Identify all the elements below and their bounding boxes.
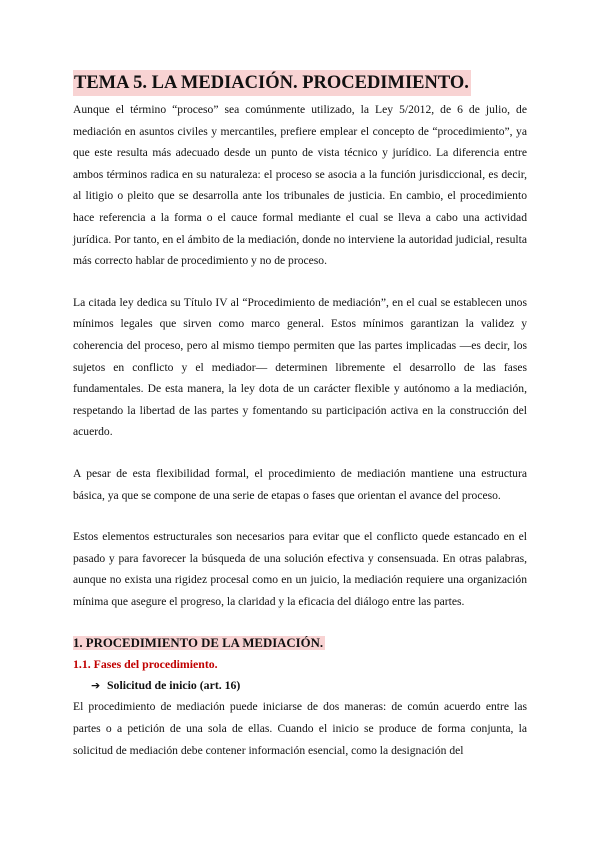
section-heading-text: 1. PROCEDIMIENTO DE LA MEDIACIÓN. [73, 636, 324, 651]
document-body [73, 70, 527, 761]
page-title: TEMA 5. LA MEDIACIÓN. PROCEDIMIENTO. [73, 70, 471, 96]
paragraph-titulo-iv: La citada ley dedica su Título IV al “Procedimiento de mediación”, en el cual se establecen unos mínimos legales que sirven como marco general. Estos mínimos garantizan la validez y coherencia del proceso, pero al mismo tiempo permiten que las partes implicadas —es decir, los sujetos en conflicto y el mediador— determinen libremente el desarrollo de las fases fundamentales. De esta manera, la ley dota de un carácter flexible y autónomo a la mediación, respetando la libertad de las partes y fomentando su participación activa en la construcción del acuerdo. [73, 295, 527, 439]
arrow-right-icon: ➔ [91, 679, 101, 693]
section-heading [73, 632, 527, 654]
bullet-heading-text: Solicitud de inicio (art. 16) [107, 678, 241, 693]
bullet-heading [91, 675, 527, 696]
subsection-heading: 1.1. Fases del procedimiento. [73, 657, 218, 672]
paragraph-elementos: Estos elementos estructurales son necesarios para evitar que el conflicto quede estancado en el pasado y para favorecer la búsqueda de una solución efectiva y consensuada. En otras palabras, aunque no exista una rigidez procesal como en un juicio, la mediación requiere una organización mínima que asegure el progreso, la claridad y la eficacia del diálogo entre las partes. [73, 530, 527, 608]
paragraph-intro: Aunque el término “proceso” sea comúnmente utilizado, la Ley 5/2012, de 6 de julio, de mediación en asuntos civiles y mercantiles, prefiere emplear el concepto de “procedimiento”, ya que este resulta más adecuado desde un punto de vista técnico y jurídico. La diferencia entre ambos términos radica en su naturaleza: el proceso se asocia a la función jurisdiccional, es decir, al litigio o pleito que se desarrolla ante los tribunales de justicia. En cambio, el procedimiento hace referencia a la forma o el cauce formal mediante el cual se lleva a cabo una actividad jurídica. Por tanto, en el ámbito de la mediación, donde no interviene la autoridad judicial, resulta más correcto hablar de procedimiento y no de proceso. [73, 103, 527, 268]
paragraph-solicitud: El procedimiento de mediación puede iniciarse de dos maneras: de común acuerdo entre las partes o a petición de una sola de ellas. Cuando el inicio se produce de forma conjunta, la solicitud de mediación debe contener información esencial, como la designación del [73, 700, 527, 757]
paragraph-estructura: A pesar de esta flexibilidad formal, el procedimiento de mediación mantiene una estructura básica, ya que se compone de una serie de etapas o fases que orientan el avance del proceso. [73, 466, 527, 502]
